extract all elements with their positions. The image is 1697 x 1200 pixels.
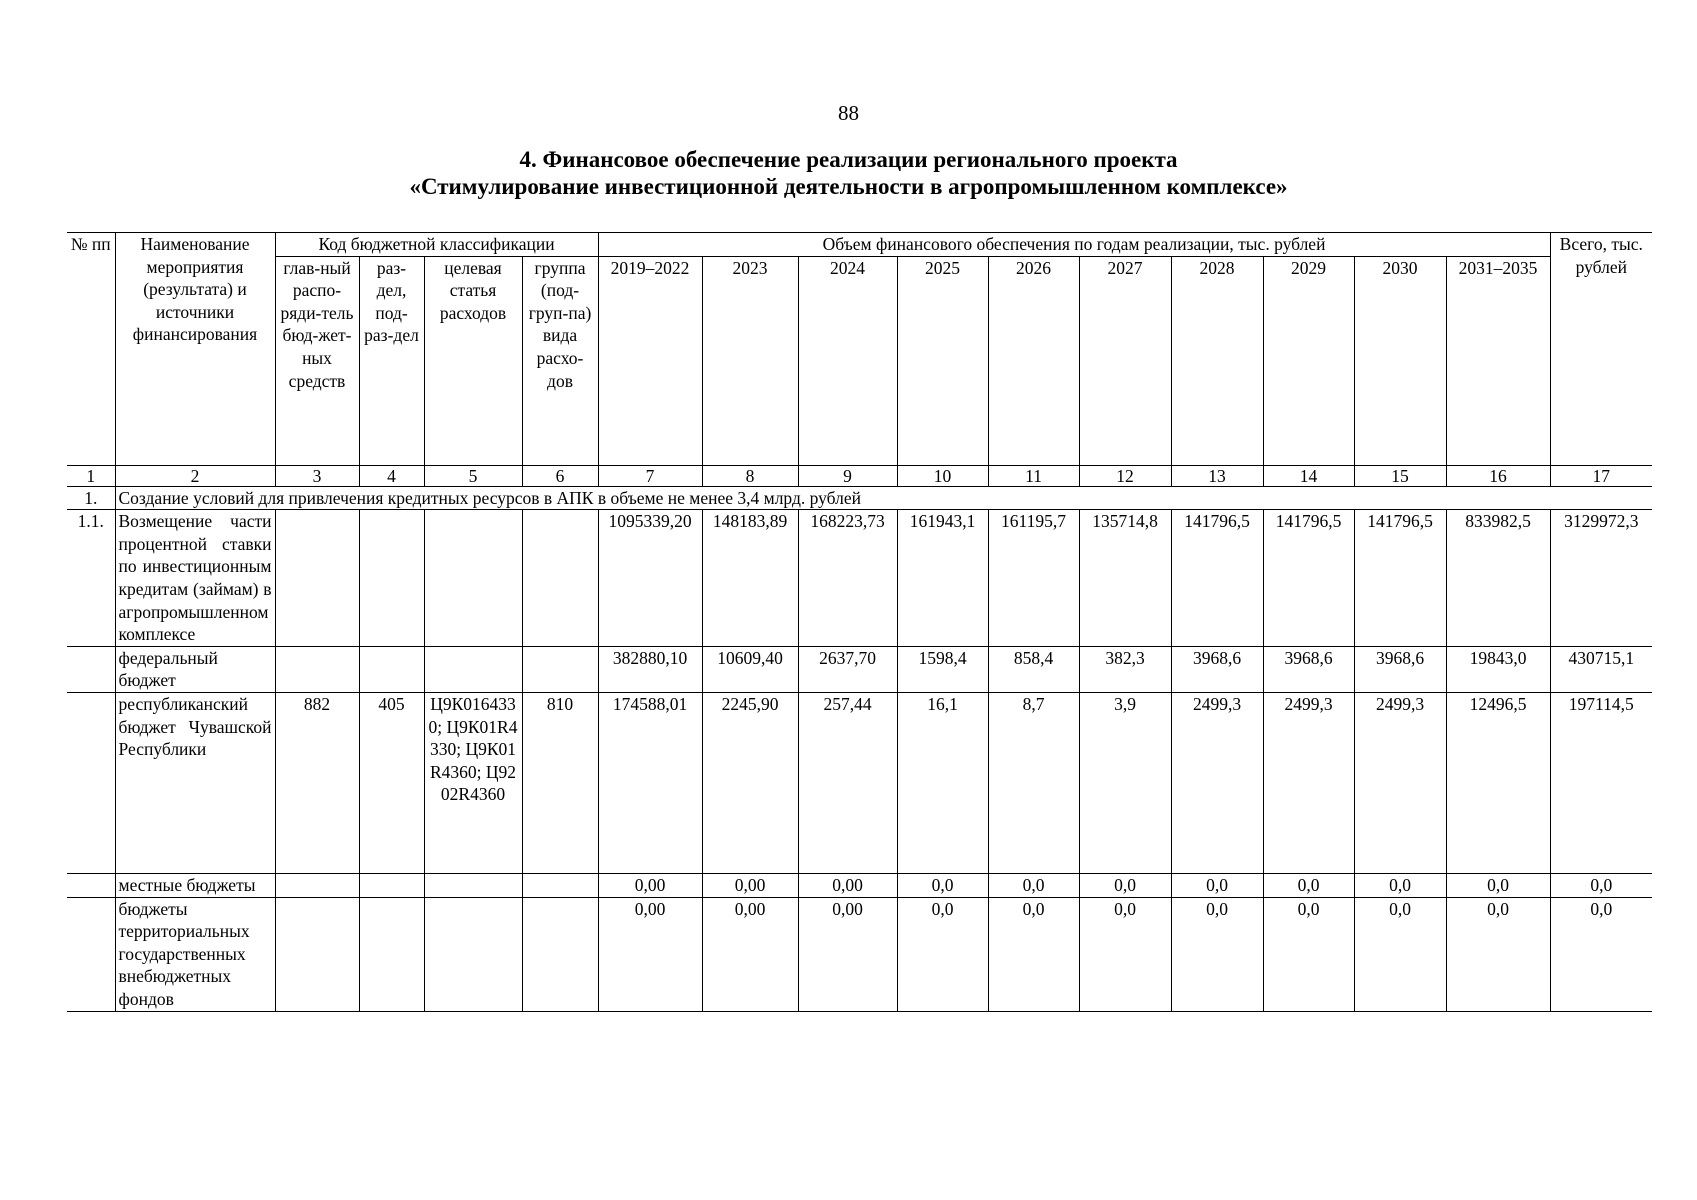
section-title-text: Создание условий для привлечения кредитных ресурсов в АПК в объеме не менее 3,4 млрд. рублей — [118, 487, 861, 508]
row-value: 1598,4 — [897, 646, 988, 692]
row-value: 141796,5 — [1171, 510, 1263, 647]
header-year: 2019–2022 — [598, 256, 702, 465]
header-name: Наименование мероприятия (результата) и источники финансирования — [115, 233, 275, 466]
row-name: местные бюджеты — [115, 873, 275, 897]
header-year: 2028 — [1171, 256, 1263, 465]
row-value: 0,0 — [988, 873, 1079, 897]
row-value: 858,4 — [988, 646, 1079, 692]
section-title — [115, 486, 1652, 510]
row-value: 2499,3 — [1263, 692, 1354, 873]
row-rz — [359, 897, 424, 1011]
row-name: федеральный бюджет — [115, 646, 275, 692]
row-value: 0,00 — [598, 873, 702, 897]
header-year: 2023 — [702, 256, 798, 465]
row-csr — [424, 897, 522, 1011]
row-name: республиканский бюджет Чувашской Республики — [115, 692, 275, 873]
row-grbs — [275, 646, 359, 692]
header-no: № пп — [67, 233, 115, 466]
document-title — [0, 146, 1697, 200]
row-value: 0,0 — [1171, 897, 1263, 1011]
row-value: 161195,7 — [988, 510, 1079, 647]
section-number: 1. — [67, 486, 115, 510]
row-csr — [424, 510, 522, 647]
row-value: 0,0 — [1354, 897, 1446, 1011]
header-row-2 — [67, 256, 1652, 465]
row-value: 174588,01 — [598, 692, 702, 873]
header-year: 2030 — [1354, 256, 1446, 465]
row-value: 0,0 — [1079, 873, 1171, 897]
row-value: 16,1 — [897, 692, 988, 873]
column-number: 15 — [1354, 465, 1446, 486]
row-grbs — [275, 873, 359, 897]
row-total: 197114,5 — [1550, 692, 1652, 873]
row-vr: 810 — [522, 692, 598, 873]
row-total: 0,0 — [1550, 897, 1652, 1011]
row-value: 382880,10 — [598, 646, 702, 692]
row-value: 2499,3 — [1354, 692, 1446, 873]
row-value: 0,0 — [897, 873, 988, 897]
row-value: 141796,5 — [1263, 510, 1354, 647]
row-value: 0,00 — [798, 873, 897, 897]
table-row — [67, 510, 1652, 647]
table-row — [67, 897, 1652, 1011]
column-number: 13 — [1171, 465, 1263, 486]
row-value: 0,0 — [1263, 897, 1354, 1011]
row-vr — [522, 510, 598, 647]
table-row — [67, 873, 1652, 897]
column-numbers-row — [67, 465, 1652, 486]
header-row-1 — [67, 233, 1652, 257]
column-number: 16 — [1446, 465, 1550, 486]
row-value: 0,0 — [1354, 873, 1446, 897]
row-value: 0,0 — [988, 897, 1079, 1011]
row-vr — [522, 646, 598, 692]
row-value: 141796,5 — [1354, 510, 1446, 647]
header-target-article: целевая статья расходов — [424, 256, 522, 465]
header-main-manager: глав-ный распо-ряди-тель бюд-жет-ных средств — [275, 256, 359, 465]
row-value: 1095339,20 — [598, 510, 702, 647]
row-value: 0,0 — [1446, 873, 1550, 897]
financing-table — [67, 232, 1652, 1012]
header-year: 2027 — [1079, 256, 1171, 465]
row-csr: Ц9К0164330; Ц9К01R4330; Ц9К01R4360; Ц9202R4360 — [424, 692, 522, 873]
column-number: 8 — [702, 465, 798, 486]
row-value: 257,44 — [798, 692, 897, 873]
title-line-2: «Стимулирование инвестиционной деятельности в агропромышленном комплексе» — [409, 174, 1288, 199]
column-number: 7 — [598, 465, 702, 486]
row-value: 19843,0 — [1446, 646, 1550, 692]
column-number: 6 — [522, 465, 598, 486]
row-value: 0,0 — [897, 897, 988, 1011]
row-number — [67, 646, 115, 692]
row-value: 0,00 — [702, 873, 798, 897]
row-value: 3968,6 — [1171, 646, 1263, 692]
row-value: 2499,3 — [1171, 692, 1263, 873]
header-section: раз-дел, под-раз-дел — [359, 256, 424, 465]
column-number: 12 — [1079, 465, 1171, 486]
row-number — [67, 692, 115, 873]
row-name: бюджеты территориальных государственных внебюджетных фондов — [115, 897, 275, 1011]
header-expense-group: группа (под-груп-па) вида расхо-дов — [522, 256, 598, 465]
row-rz — [359, 873, 424, 897]
row-number: 1.1. — [67, 510, 115, 647]
row-value: 161943,1 — [897, 510, 988, 647]
column-number: 3 — [275, 465, 359, 486]
header-total: Всего, тыс. рублей — [1550, 233, 1652, 466]
row-total: 0,0 — [1550, 873, 1652, 897]
row-total: 430715,1 — [1550, 646, 1652, 692]
row-value: 833982,5 — [1446, 510, 1550, 647]
row-value: 3968,6 — [1263, 646, 1354, 692]
row-csr — [424, 873, 522, 897]
row-value: 3968,6 — [1354, 646, 1446, 692]
row-value: 0,0 — [1446, 897, 1550, 1011]
row-rz — [359, 646, 424, 692]
title-line-1: 4. Финансовое обеспечение реализации регионального проекта — [519, 147, 1178, 172]
row-number — [67, 873, 115, 897]
column-number: 17 — [1550, 465, 1652, 486]
header-year: 2026 — [988, 256, 1079, 465]
table-row — [67, 692, 1652, 873]
row-grbs — [275, 510, 359, 647]
row-value: 382,3 — [1079, 646, 1171, 692]
header-year: 2025 — [897, 256, 988, 465]
column-number: 4 — [359, 465, 424, 486]
row-value: 148183,89 — [702, 510, 798, 647]
column-number: 1 — [67, 465, 115, 486]
column-number: 5 — [424, 465, 522, 486]
column-number: 11 — [988, 465, 1079, 486]
column-number: 10 — [897, 465, 988, 486]
row-value: 168223,73 — [798, 510, 897, 647]
section-row — [67, 486, 1652, 510]
row-value: 0,00 — [798, 897, 897, 1011]
row-value: 135714,8 — [1079, 510, 1171, 647]
row-number — [67, 897, 115, 1011]
row-value: 0,00 — [702, 897, 798, 1011]
row-value: 0,0 — [1171, 873, 1263, 897]
row-total: 3129972,3 — [1550, 510, 1652, 647]
header-year: 2031–2035 — [1446, 256, 1550, 465]
row-vr — [522, 897, 598, 1011]
row-value: 2637,70 — [798, 646, 897, 692]
row-value: 3,9 — [1079, 692, 1171, 873]
row-rz — [359, 510, 424, 647]
row-value: 10609,40 — [702, 646, 798, 692]
row-value: 0,0 — [1079, 897, 1171, 1011]
row-csr — [424, 646, 522, 692]
row-value: 8,7 — [988, 692, 1079, 873]
row-name: Возмещение части процентной ставки по инвестиционным кредитам (займам) в агропромышленном комплексе — [115, 510, 275, 647]
column-number: 14 — [1263, 465, 1354, 486]
row-value: 12496,5 — [1446, 692, 1550, 873]
row-rz: 405 — [359, 692, 424, 873]
header-year: 2029 — [1263, 256, 1354, 465]
row-grbs — [275, 897, 359, 1011]
header-year: 2024 — [798, 256, 897, 465]
page-number: 88 — [838, 101, 859, 125]
table-row — [67, 646, 1652, 692]
header-budget-class: Код бюджетной классификации — [275, 233, 598, 257]
column-number: 9 — [798, 465, 897, 486]
row-value: 2245,90 — [702, 692, 798, 873]
column-number: 2 — [115, 465, 275, 486]
row-value: 0,00 — [598, 897, 702, 1011]
header-volume: Объем финансового обеспечения по годам реализации, тыс. рублей — [598, 233, 1550, 257]
row-vr — [522, 873, 598, 897]
row-grbs: 882 — [275, 692, 359, 873]
row-value: 0,0 — [1263, 873, 1354, 897]
